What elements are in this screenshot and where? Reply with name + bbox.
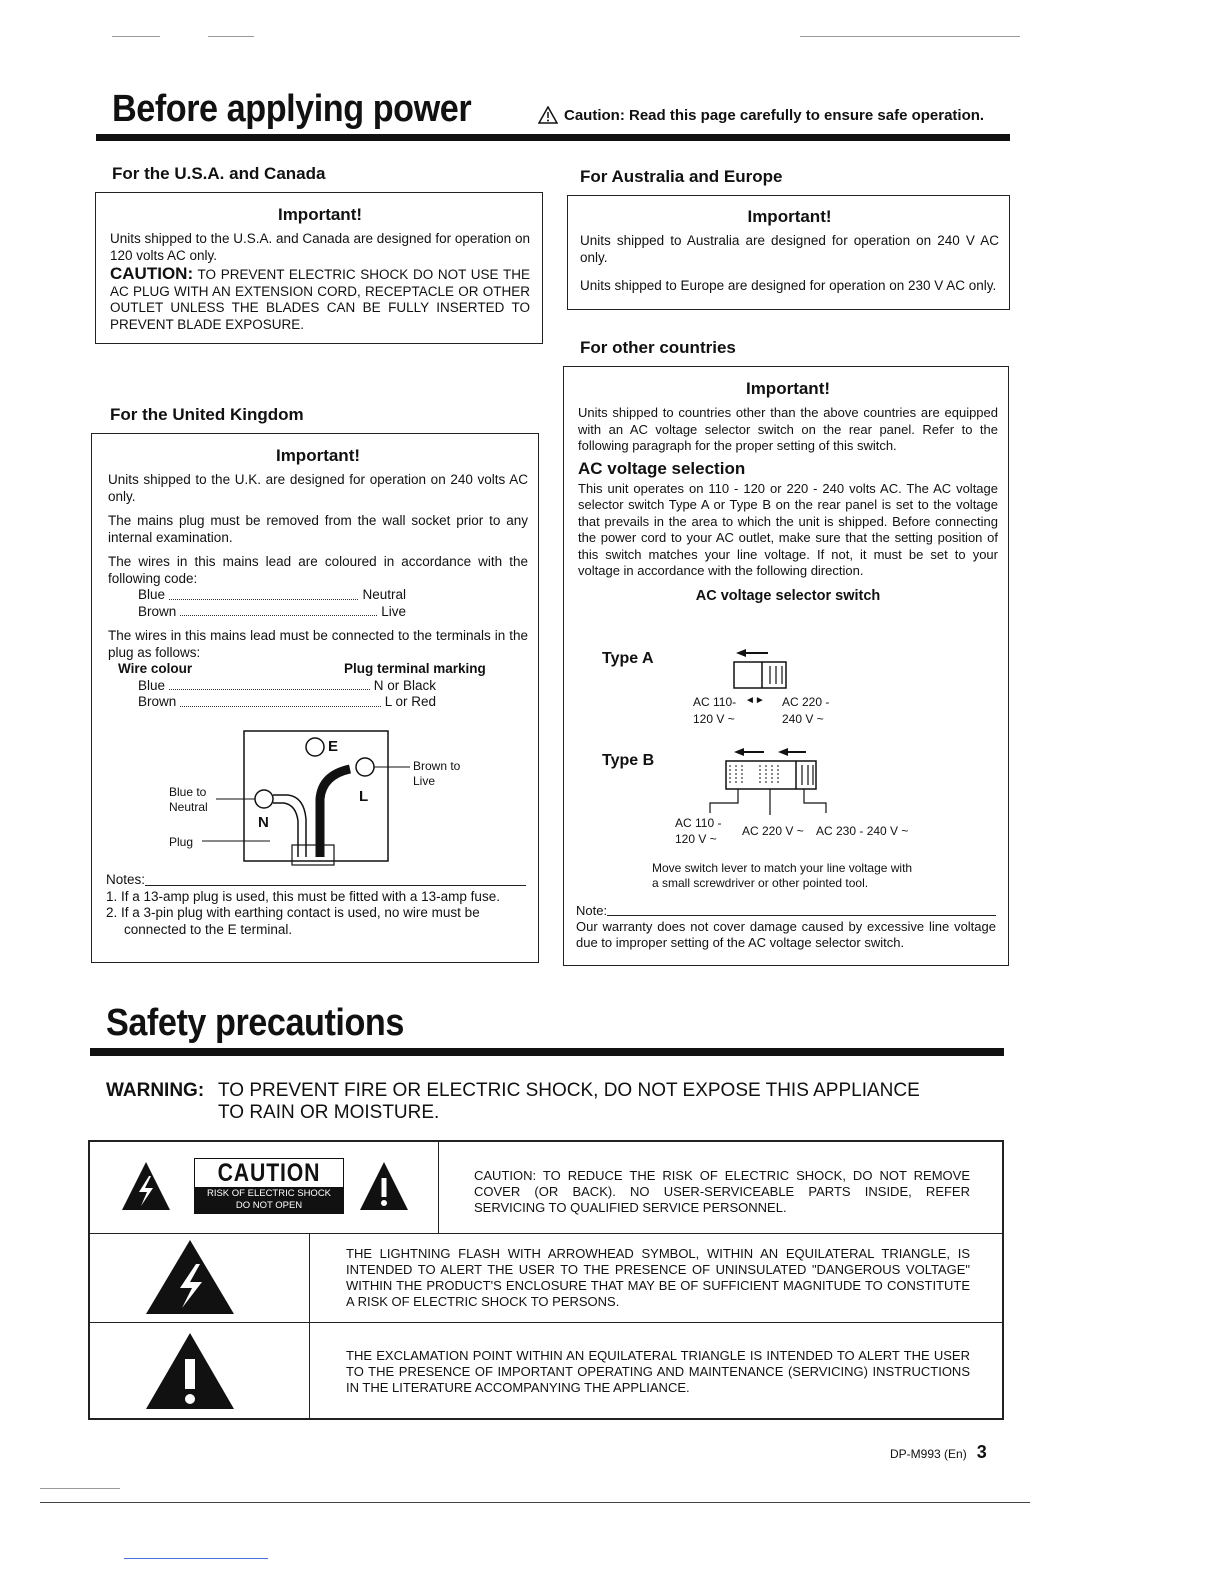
aus-box [567, 195, 1010, 310]
model-number: DP-M993 (En) [890, 1447, 967, 1461]
type-b-label: Type B [602, 752, 655, 769]
col-plug-terminal: Plug terminal marking [344, 661, 486, 676]
uk-para1: Units shipped to the U.K. are designed for operation on 240 volts AC only. [108, 472, 528, 504]
usa-heading: For the U.S.A. and Canada [112, 164, 326, 183]
exclamation-triangle-icon [358, 1160, 410, 1212]
col-wire-colour: Wire colour [118, 661, 193, 676]
uk-para4: The wires in this mains lead must be connected to the terminals in the plug as follows: [108, 628, 528, 660]
other-note [576, 903, 996, 951]
scan-mark [40, 1488, 120, 1489]
caution-sub-text: RISK OF ELECTRIC SHOCK DO NOT OPEN [195, 1187, 343, 1213]
table-row: Brown L or Red [138, 694, 436, 709]
usa-important: Important! [277, 205, 363, 224]
scan-mark [124, 1558, 268, 1559]
type-b-left-label: AC 110 - 120 V ~ [675, 816, 722, 846]
list-item: Brown Live [138, 603, 406, 619]
other-note-text: Our warranty does not cover damage caused by excessive line voltage due to improper setting of the AC voltage selector switch. [576, 919, 996, 950]
safety-title: Safety precautions [106, 1002, 404, 1044]
label-e: E [328, 738, 339, 755]
type-a-label: Type A [602, 650, 654, 667]
usa-box [95, 192, 543, 344]
other-heading: For other countries [580, 338, 736, 357]
uk-para2: The mains plug must be removed from the wall socket prior to any internal examination. [108, 513, 528, 545]
caution-big-text: CAUTION [217, 1159, 321, 1187]
page-footer [890, 1442, 987, 1463]
plug-wiring-diagram [160, 727, 480, 877]
other-note-label: Note: [576, 903, 608, 918]
switch-heading: AC voltage selector switch [695, 587, 881, 604]
aus-para2: Units shipped to Europe are designed for operation on 230 V AC only. [580, 278, 997, 293]
other-important: Important! [745, 379, 831, 398]
usa-caution [110, 266, 530, 333]
lightning-text: THE LIGHTNING FLASH WITH ARROWHEAD SYMBOL, WITHIN AN EQUILATERAL TRIANGLE, IS INTENDED TO ALERT THE USER TO THE PRESENCE OF UNINSULATED "DANGEROUS VOLTAGE" WITHIN THE PRODUCT'S ENCLOSURE THAT MAY BE OF SUFFICIENT MAGNITUDE TO CONSTITUTE A RISK OF ELECTRIC SHOCK TO PERSONS. [346, 1246, 970, 1309]
scan-mark [208, 36, 254, 37]
uk-table-header [108, 661, 528, 678]
page-title: Before applying power [112, 88, 472, 130]
caution-note-text: Caution: Read this page carefully to ensure safe operation. [564, 106, 985, 124]
warning-label: WARNING: [106, 1080, 205, 1101]
uk-note-1: 1. If a 13-amp plug is used, this must be fitted with a 13-amp fuse. [106, 888, 500, 904]
type-a-right-label: AC 220 - 240 V ~ [782, 695, 830, 726]
type-b-switch-icon [700, 743, 840, 819]
uk-notes-label: Notes: [106, 872, 146, 887]
label-l: L [359, 788, 369, 805]
aus-para1: Units shipped to Australia are designed for operation on 240 V AC only. [580, 233, 999, 265]
exclamation-triangle-icon [144, 1331, 236, 1411]
usa-para1: Units shipped to the U.S.A. and Canada are designed for operation on 120 volts AC only. [110, 231, 530, 263]
label-plug: Plug [169, 835, 194, 849]
type-a-left-label: AC 110- 120 V ~ [693, 695, 737, 726]
label-n: N [258, 814, 269, 831]
uk-note-2: 2. If a 3-pin plug with earthing contact is used, no wire must be connected to the E terminal. [106, 905, 480, 937]
type-b-mid-label: AC 220 V ~ [742, 824, 804, 838]
usa-caution-label: CAUTION: [110, 264, 194, 283]
uk-notes [106, 872, 526, 938]
usa-caution-text: TO PREVENT ELECTRIC SHOCK DO NOT USE THE AC PLUG WITH AN EXTENSION CORD, RECEPTACLE OR OTHER OUTLET UNLESS THE BLADES CAN BE FULLY INSERTED TO PREVENT BLADE EXPOSURE. [110, 267, 530, 332]
ac-voltage-heading: AC voltage selection [578, 458, 746, 478]
scan-mark [40, 1502, 1030, 1503]
warning-block [106, 1080, 920, 1124]
uk-terminal-list [108, 678, 436, 711]
lightning-symbol-cell [90, 1234, 310, 1322]
uk-important: Important! [275, 446, 361, 465]
uk-heading: For the United Kingdom [110, 405, 304, 424]
other-para2: This unit operates on 110 - 120 or 220 - 240 volts AC. The AC voltage selector switch Type A or Type B on the rear panel is set to the voltage that prevails in the area to which the unit is shipped. Before connecting the power cord to your AC outlet, make sure that the setting position of this switch matches your line voltage. If not, it must be set to your voltage in accordance with the following direction. [578, 480, 998, 578]
title-rule [96, 134, 1010, 141]
lightning-triangle-icon [120, 1160, 172, 1212]
type-a-switch-icon [728, 644, 792, 692]
caution-label-cell [90, 1142, 439, 1233]
caution-text: CAUTION: TO REDUCE THE RISK OF ELECTRIC SHOCK, DO NOT REMOVE COVER (OR BACK). NO USER-SERVICEABLE PARTS INSIDE, REFER SERVICING TO QUALIFIED SERVICE PERSONNEL. [474, 1168, 970, 1215]
move-switch-instruction: Move switch lever to match your line voltage with a small screwdriver or other pointed tool. [652, 861, 913, 890]
safety-symbols-table [88, 1140, 1004, 1420]
exclamation-text: THE EXCLAMATION POINT WITHIN AN EQUILATERAL TRIANGLE IS INTENDED TO ALERT THE USER TO THE PRESENCE OF IMPORTANT OPERATING AND MAINTENANCE (SERVICING) INSTRUCTIONS IN THE LITERATURE ACCOMPANYING THE APPLIANCE. [346, 1348, 970, 1395]
caution-note [538, 106, 984, 124]
warning-text: TO PREVENT FIRE OR ELECTRIC SHOCK, DO NOT EXPOSE THIS APPLIANCE TO RAIN OR MOISTURE. [218, 1080, 920, 1123]
exclamation-symbol-cell [90, 1323, 310, 1418]
label-brown-to-live: Brown to Live [413, 759, 461, 788]
safety-rule [90, 1048, 1004, 1056]
lightning-triangle-icon [144, 1238, 236, 1316]
uk-para3: The wires in this mains lead are coloured in accordance with the following code: [108, 554, 528, 586]
scan-mark [112, 36, 160, 37]
aus-heading: For Australia and Europe [580, 167, 783, 186]
type-b-right-label: AC 230 - 240 V ~ [816, 824, 909, 838]
scan-mark [800, 36, 1020, 37]
aus-important: Important! [747, 207, 832, 226]
uk-code-list [108, 587, 406, 620]
caution-triangle-icon [538, 106, 558, 124]
label-blue-to-neutral: Blue to Neutral [169, 785, 208, 814]
caution-label-box [194, 1158, 344, 1214]
page-number: 3 [976, 1442, 987, 1462]
other-para1: Units shipped to countries other than the above countries are equipped with an AC voltage selector switch on the rear panel. Refer to the following paragraph for the proper setting of this switch. [578, 405, 998, 453]
table-row: Blue N or Black [138, 677, 436, 693]
list-item: Blue Neutral [138, 587, 406, 602]
double-arrow-icon: ◄► [745, 695, 765, 706]
